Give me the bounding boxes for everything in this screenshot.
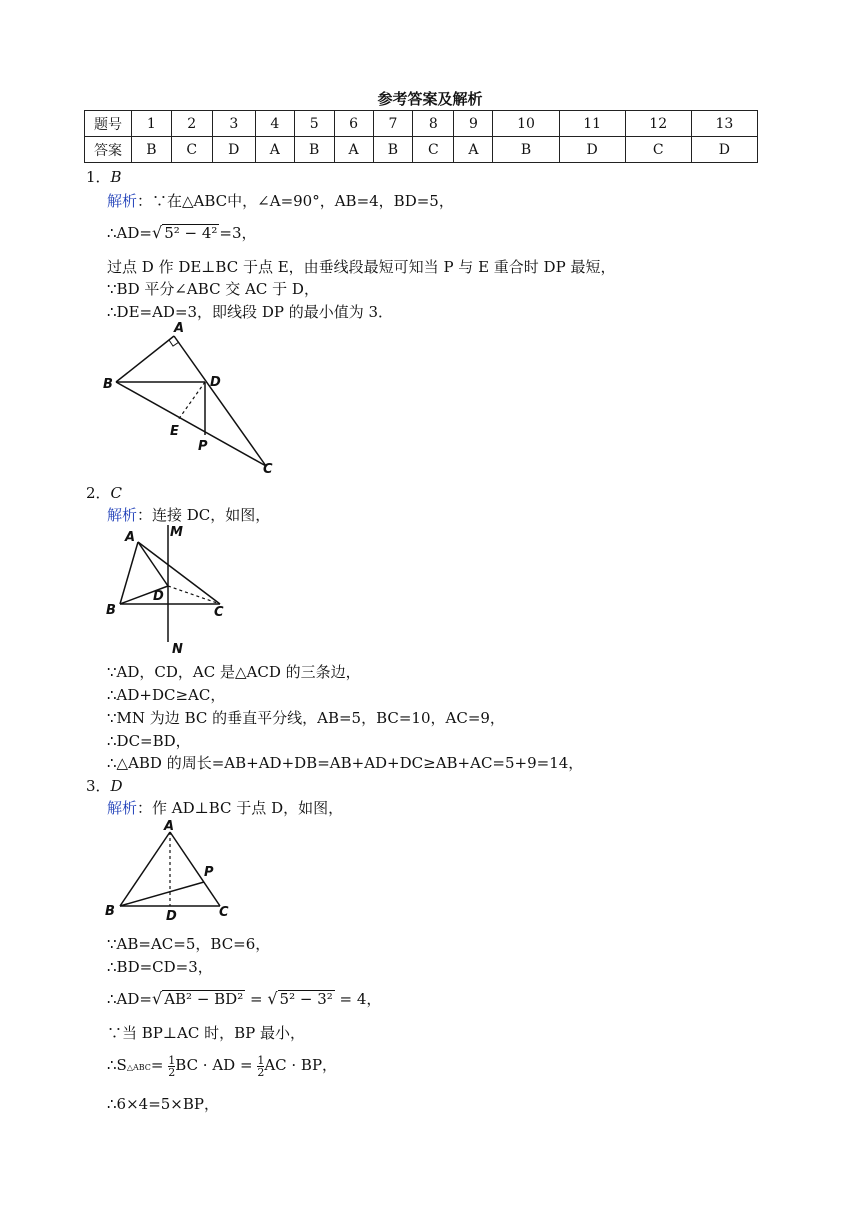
- table-cell: 5: [294, 111, 334, 137]
- q2-line1-text: ：连接 DC，如图，: [137, 506, 271, 524]
- q3-label-B: B: [105, 904, 115, 919]
- table-cell: D: [691, 137, 757, 163]
- q1-line2-post: =3，: [219, 224, 257, 242]
- q3-line6-part-a: BC · AD =: [175, 1056, 258, 1074]
- table-cell: 2: [171, 111, 212, 137]
- table-cell: B: [294, 137, 334, 163]
- q3-line5: ∵当 BP⊥AC 时，BP 最小，: [107, 1024, 305, 1042]
- table-cell: A: [255, 137, 294, 163]
- q3-figure: [100, 820, 240, 925]
- sqrt-sign-icon: √: [151, 989, 163, 1008]
- q1-label-A: A: [174, 321, 185, 336]
- q1-line1: [107, 190, 454, 211]
- q3-line4-radicand2: 5² − 3²: [279, 990, 333, 1008]
- sqrt-sign-icon: √: [267, 989, 278, 1008]
- q1-label-C: C: [263, 462, 273, 477]
- table-header-answer: 答案: [85, 137, 132, 163]
- table-cell: 1: [132, 111, 172, 137]
- q3-label-C: C: [219, 905, 229, 920]
- q3-line7: ∴6×4=5×BP，: [107, 1095, 219, 1113]
- fraction-denominator: 2: [257, 1065, 265, 1079]
- q3-label-D: D: [166, 909, 177, 924]
- page-title: 参考答案及解析: [377, 90, 483, 108]
- q2-line3: ∴AD+DC≥AC，: [107, 686, 226, 704]
- q2-label-D: D: [153, 589, 164, 604]
- table-cell: 9: [454, 111, 493, 137]
- q1-figure: [100, 318, 285, 478]
- fraction-numerator: 1: [257, 1053, 265, 1067]
- q3-line6: [107, 1054, 337, 1078]
- q3-line4-pre: ∴AD=: [107, 990, 152, 1008]
- q3-label-A: A: [164, 820, 175, 834]
- q1-line2: [107, 222, 257, 243]
- q3-line6-part-b: AC · BP，: [264, 1056, 338, 1074]
- table-cell: 7: [373, 111, 413, 137]
- q2-line6: ∴△ABD 的周长=AB+AD+DB=AB+AD+DC≥AB+AC=5+9=14，: [107, 754, 584, 772]
- table-cell: 10: [493, 111, 559, 137]
- q3-heading: [86, 775, 123, 796]
- q2-number: 2．: [86, 484, 111, 502]
- table-cell: B: [493, 137, 559, 163]
- q2-heading: [86, 482, 122, 503]
- q2-label-N: N: [172, 642, 183, 657]
- q3-line6-pre: ∴S: [107, 1056, 127, 1074]
- table-cell: D: [212, 137, 255, 163]
- q1-line2-pre: ∴AD=: [107, 224, 152, 242]
- q2-label-M: M: [170, 525, 183, 540]
- q1-line5: ∴DE=AD=3，即线段 DP 的最小值为 3．: [107, 303, 394, 321]
- q3-line3: ∴BD=CD=3，: [107, 958, 213, 976]
- table-cell: 8: [413, 111, 454, 137]
- q3-line1: [107, 797, 343, 818]
- table-cell: 11: [559, 111, 625, 137]
- q2-line4: ∵MN 为边 BC 的垂直平分线，AB=5，BC=10，AC=9，: [107, 709, 505, 727]
- q1-answer: B: [110, 168, 122, 186]
- table-cell: 6: [334, 111, 373, 137]
- table-cell: D: [559, 137, 625, 163]
- table-cell: 12: [625, 111, 691, 137]
- q1-line3: 过点 D 作 DE⊥BC 于点 E，由垂线段最短可知当 P 与 E 重合时 DP 最短，: [107, 258, 616, 276]
- table-cell: C: [625, 137, 691, 163]
- q2-line2: ∵AD，CD，AC 是△ACD 的三条边，: [107, 663, 361, 681]
- q1-line4: ∵BD 平分∠ABC 交 AC 于 D，: [107, 280, 319, 298]
- q1-line1-text: ：∵在△ABC中，∠A=90°，AB=4，BD=5，: [137, 192, 454, 210]
- q3-line4: [107, 988, 381, 1009]
- table-header-number: 题号: [85, 111, 132, 137]
- q2-answer: C: [110, 484, 123, 502]
- table-cell: B: [132, 137, 172, 163]
- q1-label-B: B: [103, 377, 113, 392]
- q3-line1-text: ：作 AD⊥BC 于点 D，如图，: [137, 799, 344, 817]
- q3-line4-mid: =: [245, 990, 268, 1008]
- q1-label-P: P: [198, 439, 208, 454]
- q2-figure: [100, 522, 235, 657]
- q3-line6-eq: =: [150, 1056, 164, 1074]
- q1-heading: [86, 166, 122, 187]
- q1-jiexi-label: 解析: [107, 192, 138, 210]
- q3-jiexi-label: 解析: [107, 799, 138, 817]
- q1-number: 1．: [86, 168, 111, 186]
- table-row-answers: [85, 137, 758, 163]
- fraction-numerator: 1: [168, 1053, 176, 1067]
- table-cell: C: [413, 137, 454, 163]
- table-cell: 3: [212, 111, 255, 137]
- q1-line2-radicand: 5² − 4²: [164, 224, 218, 242]
- answer-table: [84, 110, 758, 163]
- table-cell: A: [334, 137, 373, 163]
- fraction-denominator: 2: [168, 1065, 176, 1079]
- q3-line6-subscript: △ABC: [126, 1063, 151, 1072]
- sqrt-sign-icon: √: [151, 223, 163, 242]
- q3-line2: ∵AB=AC=5，BC=6，: [107, 935, 271, 953]
- q1-label-D: D: [210, 375, 221, 390]
- q3-line4-radicand1: AB² − BD²: [164, 990, 244, 1008]
- table-row-numbers: [85, 111, 758, 137]
- q2-label-B: B: [106, 603, 116, 618]
- q2-jiexi-label: 解析: [107, 506, 138, 524]
- q1-label-E: E: [170, 424, 179, 439]
- q3-answer: D: [110, 777, 123, 795]
- table-cell: B: [373, 137, 413, 163]
- table-cell: A: [454, 137, 493, 163]
- q3-label-P: P: [204, 865, 214, 880]
- table-cell: 13: [691, 111, 757, 137]
- q3-number: 3．: [86, 777, 111, 795]
- q2-label-A: A: [125, 530, 136, 545]
- q2-label-C: C: [214, 605, 224, 620]
- q2-line5: ∴DC=BD，: [107, 732, 191, 750]
- table-cell: C: [171, 137, 212, 163]
- table-cell: 4: [255, 111, 294, 137]
- q3-line4-post: = 4，: [334, 990, 382, 1008]
